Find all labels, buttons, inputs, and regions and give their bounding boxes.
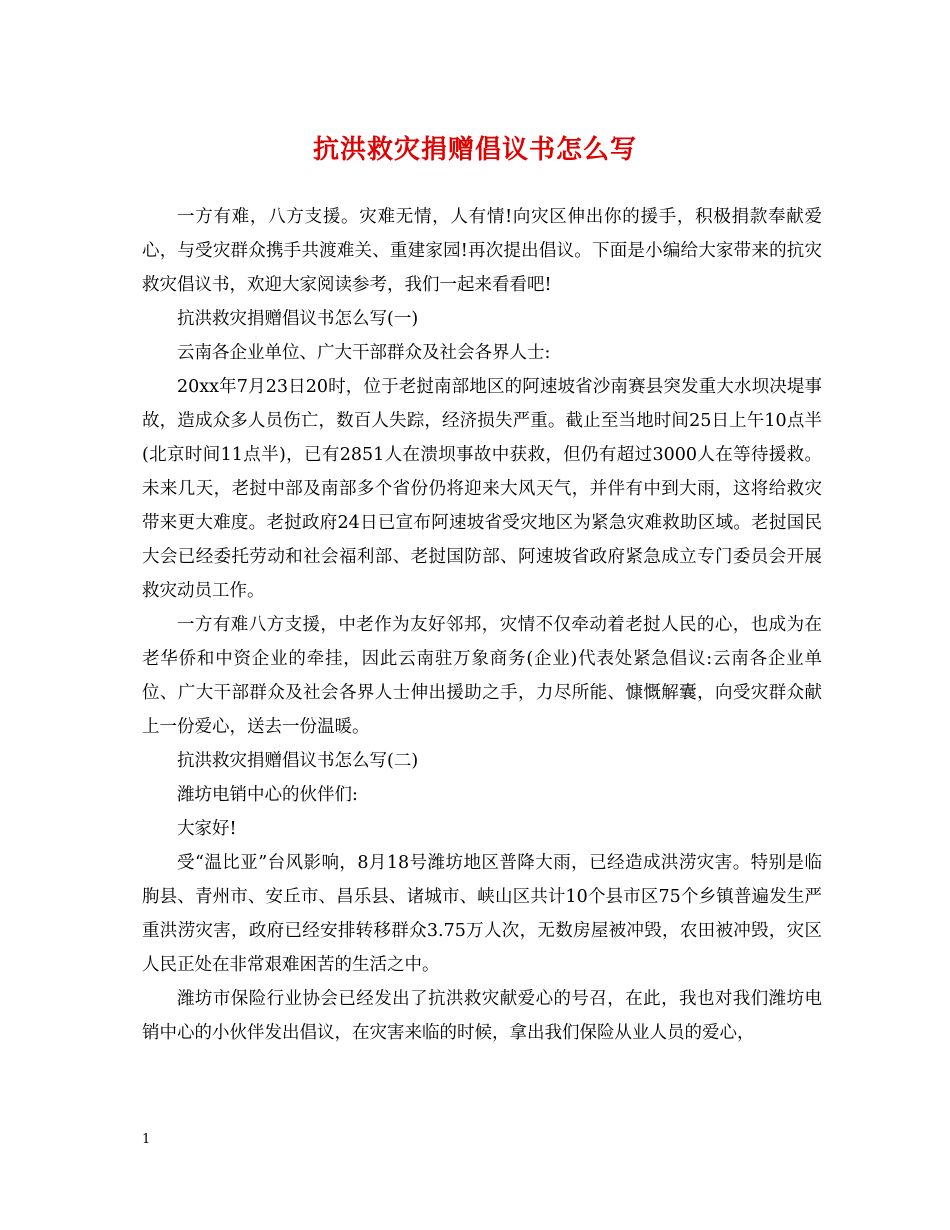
section-heading-2: 抗洪救灾捐赠倡议书怎么写(二) [177,751,419,771]
body-paragraph: 受“温比亚”台风影响，8月18号潍坊地区普降大雨，已经造成洪涝灾害。特别是临朐县、青州市、安丘市、昌乐县、诸城市、峡山区共计10个县市区75个乡镇普遍发生严重洪涝灾害，政府已经安排转移群众3.75万人次，无数房屋被冲毁，农田被冲毁，灾区人民正处在非常艰难困苦的生活之中。 [142,853,822,975]
salutation-1: 云南各企业单位、广大干部群众及社会各界人士: [177,343,551,363]
salutation-2: 潍坊电销中心的伙伴们: [177,785,358,805]
intro-paragraph: 一方有难，八方支援。灾难无情，人有情!向灾区伸出你的援手，积极捐款奉献爱心，与受灾群众携手共渡难关、重建家园!再次提出倡议。下面是小编给大家带来的抗灾救灾倡议书，欢迎大家阅读参考，我们一起来看看吧! [142,207,822,295]
body-paragraph: 一方有难八方支援，中老作为友好邻邦，灾情不仅牵动着老挝人民的心，也成为在老华侨和中资企业的牵挂，因此云南驻万象商务(企业)代表处紧急倡议:云南各企业单位、广大干部群众及社会各界人士伸出援助之手，力尽所能、慷慨解囊，向受灾群众献上一份爱心，送去一份温暖。 [142,615,822,737]
body-paragraph: 潍坊市保险行业协会已经发出了抗洪救灾献爱心的号召，在此，我也对我们潍坊电销中心的小伙伴发出倡议，在灾害来临的时候，拿出我们保险从业人员的爱心， [142,989,822,1043]
document-title: 抗洪救灾捐赠倡议书怎么写 [312,135,637,165]
body-paragraph: 20xx年7月23日20时，位于老挝南部地区的阿速坡省沙南赛县突发重大水坝决堤事故，造成众多人员伤亡，数百人失踪，经济损失严重。截止至当地时间25日上午10点半(北京时间11点半)，已有2851人在溃坝事故中获救，但仍有超过3000人在等待援救。未来几天，老挝中部及南部多个省份仍将迎来大风天气，并伴有中到大雨，这将给救灾带来更大难度。老挝政府24日已宣布阿速坡省受灾地区为紧急灾难救助区域。老挝国民大会已经委托劳动和社会福利部、老挝国防部、阿速坡省政府紧急成立专门委员会开展救灾动员工作。 [142,377,822,601]
greeting: 大家好! [177,819,237,839]
document-body [142,200,822,1050]
page-number: 1 [142,1132,151,1147]
section-heading-1: 抗洪救灾捐赠倡议书怎么写(一) [177,309,419,329]
